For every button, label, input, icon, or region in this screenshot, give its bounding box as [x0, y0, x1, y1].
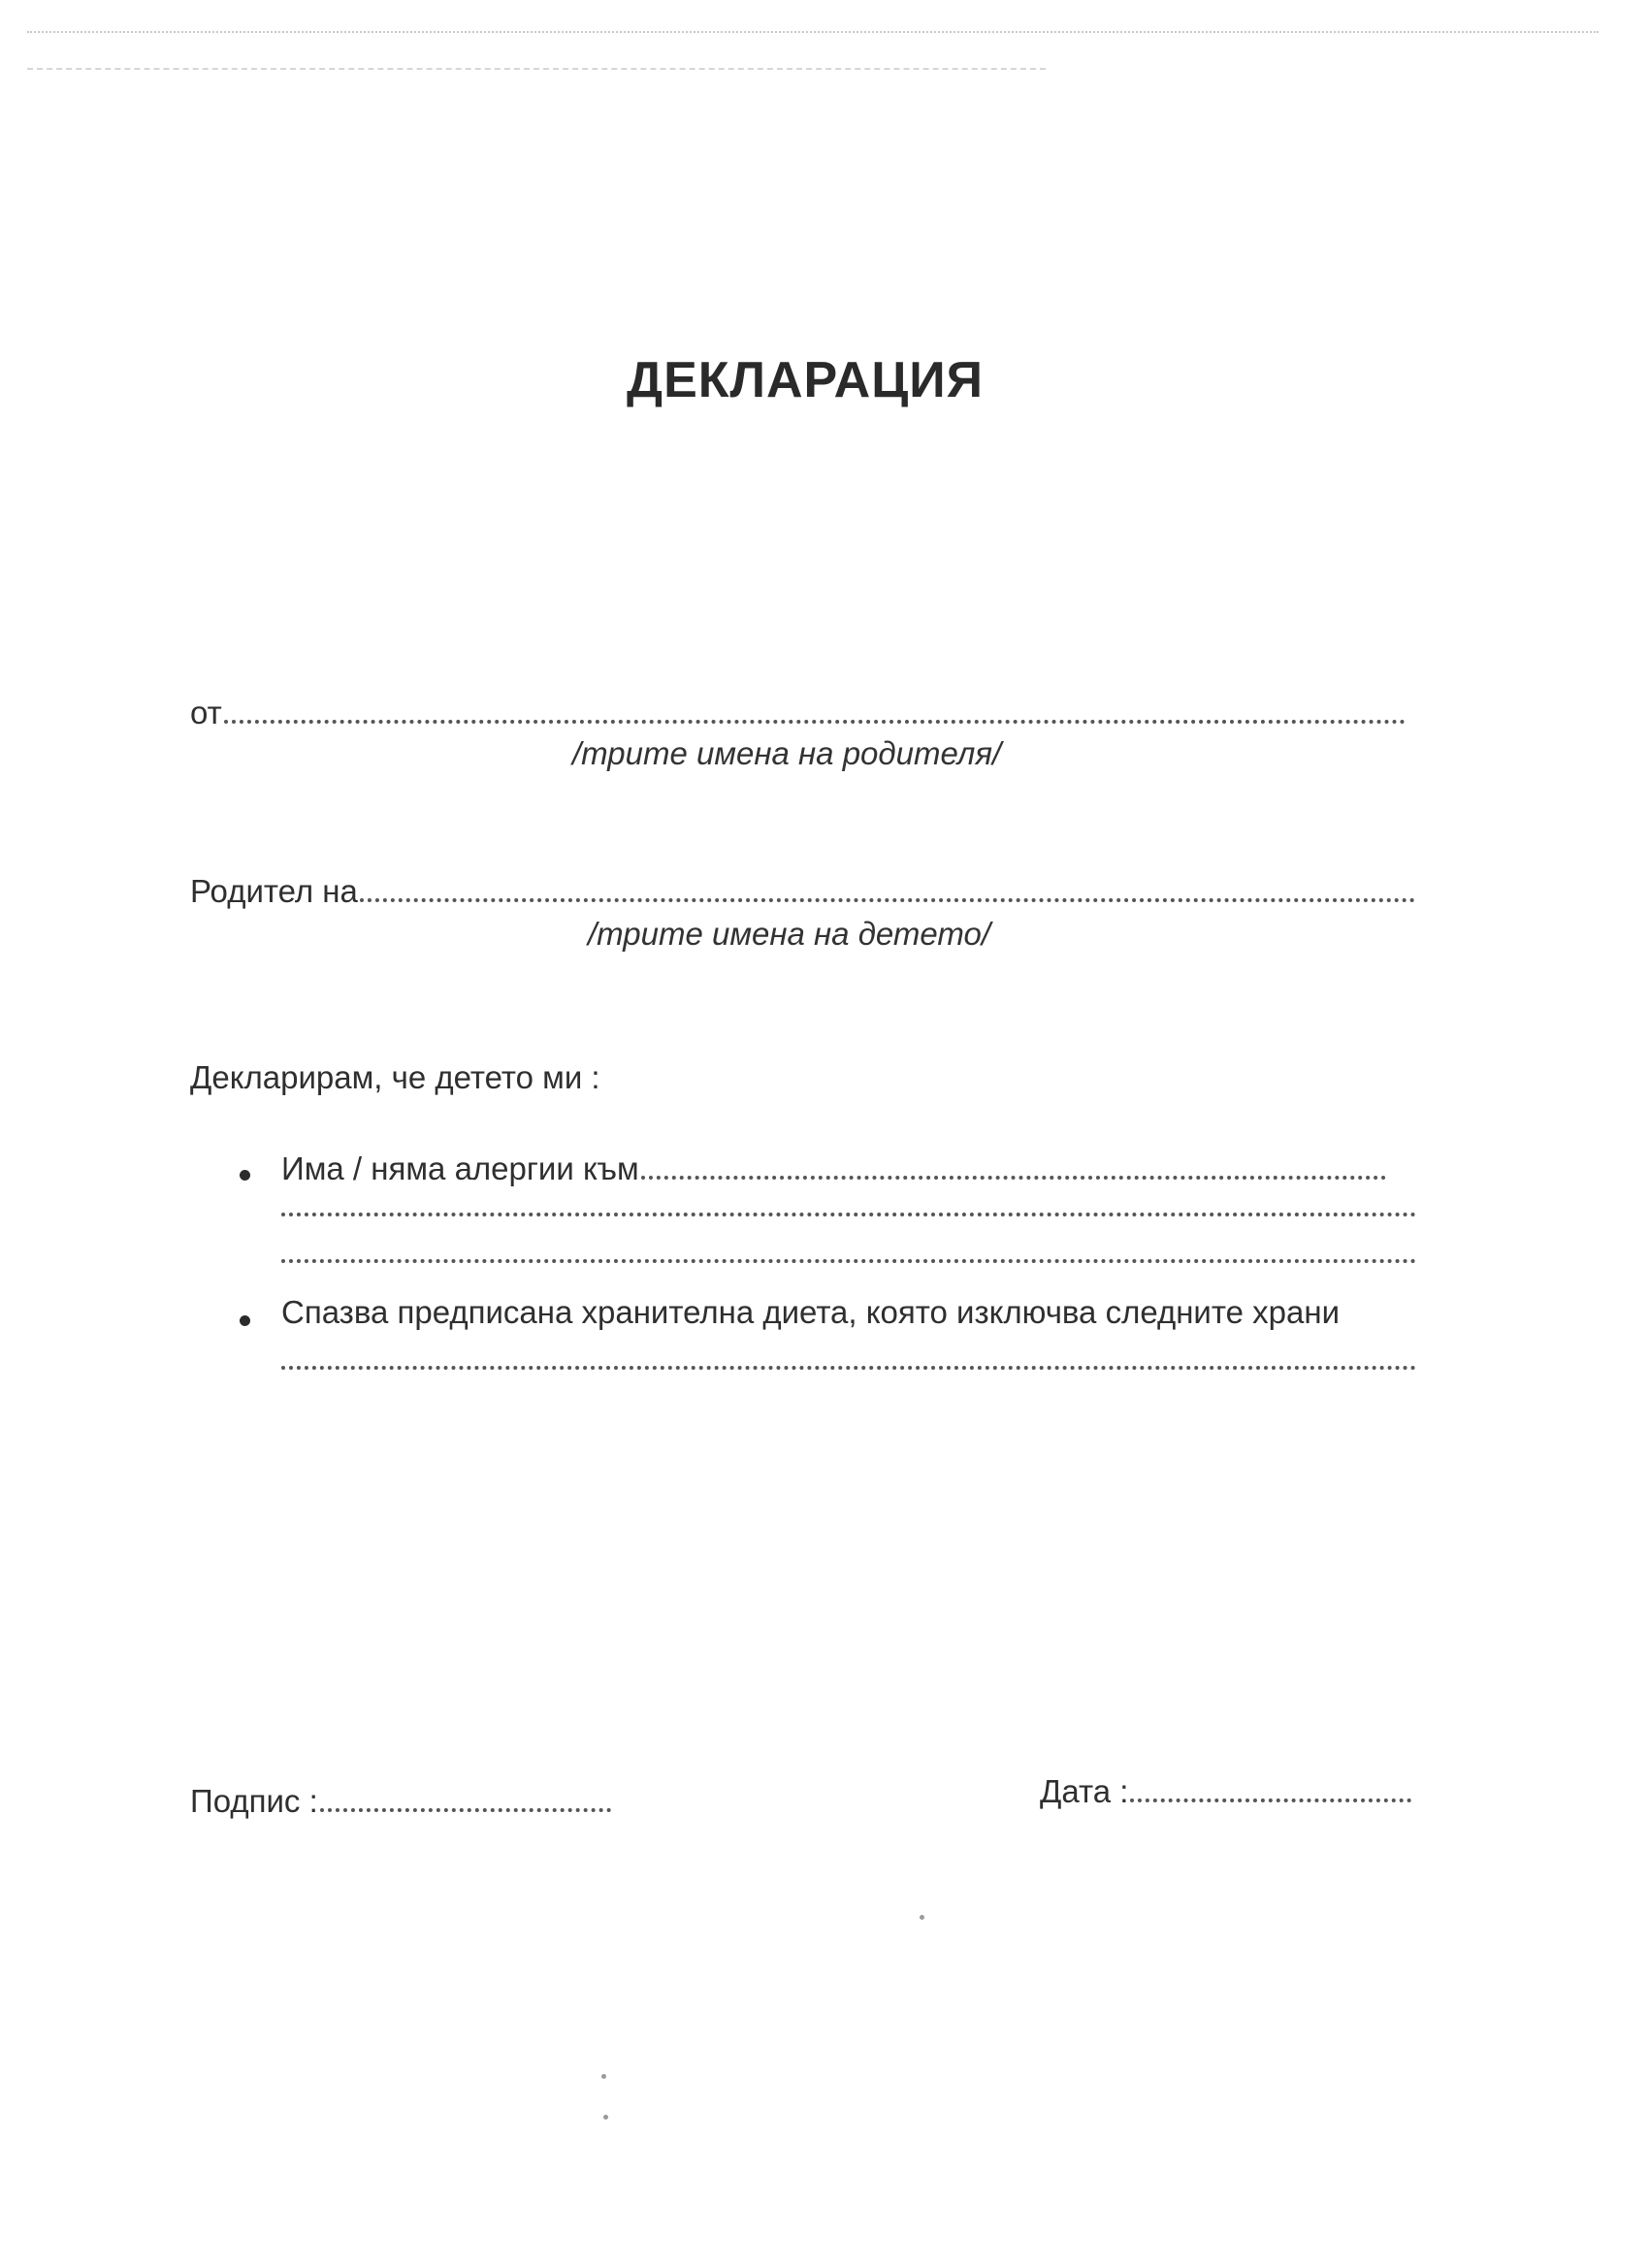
- scan-artifact-line: [27, 68, 1046, 70]
- allergy-field-line-1[interactable]: [641, 1175, 1386, 1180]
- signature-field[interactable]: [320, 1807, 611, 1812]
- signature-row: [190, 1783, 611, 1820]
- allergy-label: Има / няма алергии към: [281, 1150, 639, 1186]
- diet-label: Спазва предписана хранителна диета, която изключва следните храни: [281, 1294, 1340, 1330]
- child-name-field[interactable]: [360, 897, 1415, 902]
- diet-field-line[interactable]: [281, 1366, 1416, 1370]
- allergy-field-line-2[interactable]: [281, 1213, 1416, 1216]
- from-label: от: [190, 695, 222, 730]
- signature-label: Подпис :: [190, 1783, 318, 1819]
- parent-of-label: Родител на: [190, 873, 358, 909]
- date-label: Дата :: [1040, 1773, 1129, 1809]
- allergy-row: [281, 1150, 1386, 1187]
- scan-speck: [601, 2074, 606, 2079]
- scan-speck: [603, 2115, 608, 2120]
- from-hint: /трите имена на родителя/: [572, 735, 1002, 771]
- date-field[interactable]: [1130, 1798, 1411, 1802]
- allergy-field-line-3[interactable]: [281, 1259, 1416, 1263]
- bullet-icon: [240, 1315, 250, 1326]
- date-row: [1040, 1773, 1411, 1810]
- bullet-icon: [240, 1170, 250, 1181]
- from-name-field[interactable]: [224, 719, 1406, 724]
- scan-speck: [920, 1915, 924, 1920]
- declaration-intro: Декларирам, че детето ми :: [190, 1059, 600, 1095]
- page-title: ДЕКЛАРАЦИЯ: [627, 352, 984, 408]
- parent-of-row: [190, 873, 1415, 910]
- scan-artifact-line: [27, 31, 1599, 33]
- parent-of-hint: /трите имена на детето/: [588, 916, 991, 952]
- from-row: [190, 695, 1406, 731]
